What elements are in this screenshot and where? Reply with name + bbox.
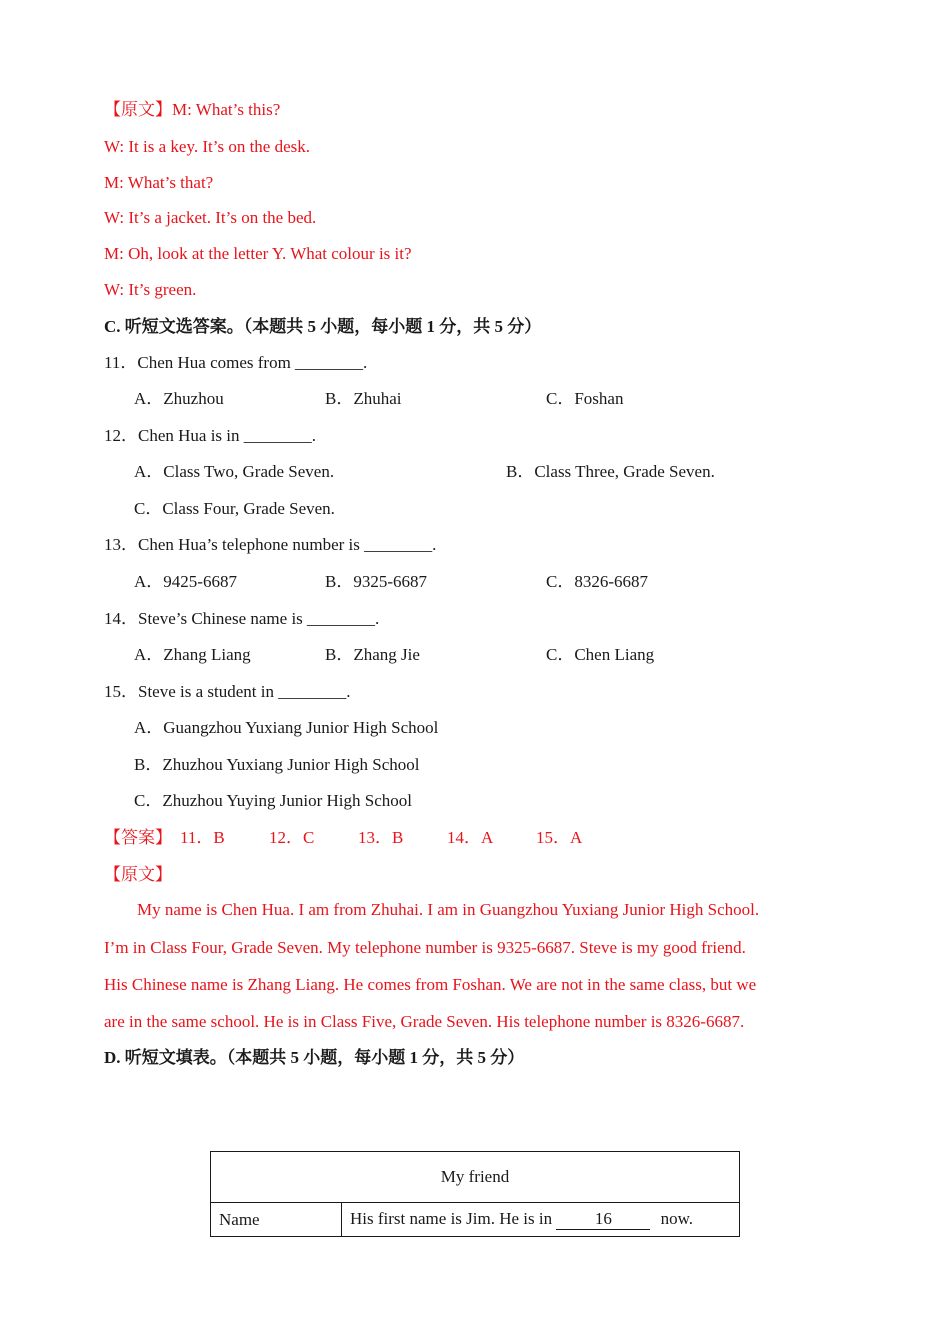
transcript-line: [104, 99, 280, 121]
answer-item: 12．C: [269, 828, 315, 847]
option-a: A．9425-6687: [134, 572, 237, 591]
option-a: A．Guangzhou Yuxiang Junior High School: [134, 718, 439, 737]
transcript-line: W: It’s green.: [104, 280, 197, 299]
transcript-paragraph-line: are in the same school. He is in Class Five, Grade Seven. His telephone number is 8326-6687.: [104, 1012, 745, 1031]
answer-item: 13．B: [358, 828, 404, 847]
question-stem: 12．Chen Hua is in ________.: [104, 426, 317, 445]
option-c: C．Zhuzhou Yuying Junior High School: [134, 791, 412, 810]
transcript-paragraph-line: I’m in Class Four, Grade Seven. My telephone number is 9325-6687. Steve is my good friend.: [104, 938, 746, 957]
option-c: C．Foshan: [546, 389, 624, 408]
transcript-line: M: What’s that?: [104, 173, 214, 192]
question-stem: 14．Steve’s Chinese name is ________.: [104, 609, 380, 628]
answer-label: 【答案】: [104, 828, 172, 847]
option-b: B．Zhang Jie: [325, 645, 420, 664]
table-title: My friend: [211, 1152, 740, 1203]
option-a: A．Class Two, Grade Seven.: [134, 462, 335, 481]
option-b: B．Zhuzhou Yuxiang Junior High School: [134, 755, 420, 774]
transcript-line: W: It is a key. It’s on the desk.: [104, 137, 311, 156]
option-c: C．Chen Liang: [546, 645, 655, 664]
answer-line: [104, 827, 172, 849]
transcript-paragraph-line: My name is Chen Hua. I am from Zhuhai. I am in Guangzhou Yuxiang Junior High School.: [137, 900, 760, 919]
transcript-line: W: It’s a jacket. It’s on the bed.: [104, 208, 317, 227]
transcript-paragraph-line: His Chinese name is Zhang Liang. He comes from Foshan. We are not in the same class, but we: [104, 975, 757, 994]
transcript-label: 【原文】: [104, 100, 172, 119]
answer-item: 14．A: [447, 828, 494, 847]
option-c: C．Class Four, Grade Seven.: [134, 499, 335, 518]
option-b: B．Zhuhai: [325, 389, 402, 408]
table-row-label: Name: [211, 1203, 342, 1237]
row-text-before: His first name is Jim. He is in: [350, 1209, 553, 1228]
row-text-after: now.: [660, 1209, 694, 1228]
transcript-text: M: What’s this?: [172, 100, 281, 119]
answer-item: 15．A: [536, 828, 583, 847]
option-a: A．Zhang Liang: [134, 645, 251, 664]
option-b: B．Class Three, Grade Seven.: [506, 462, 715, 481]
transcript-label: 【原文】: [104, 865, 172, 884]
option-c: C．8326-6687: [546, 572, 648, 591]
table-row-content: [342, 1203, 740, 1237]
question-stem: 11．Chen Hua comes from ________.: [104, 353, 368, 372]
option-a: A．Zhuzhou: [134, 389, 224, 408]
friend-info-table: [210, 1151, 740, 1237]
section-d-heading: D. 听短文填表。（本题共 5 小题，每小题 1 分，共 5 分）: [104, 1048, 525, 1067]
question-stem: 13．Chen Hua’s telephone number is ________.: [104, 535, 437, 554]
transcript-line: M: Oh, look at the letter Y. What colour is it?: [104, 244, 412, 263]
option-b: B．9325-6687: [325, 572, 427, 591]
answer-item: 11．B: [180, 828, 225, 847]
section-c-heading: C. 听短文选答案。（本题共 5 小题，每小题 1 分，共 5 分）: [104, 317, 542, 336]
answer-blank-16[interactable]: 16: [556, 1209, 650, 1230]
question-stem: 15．Steve is a student in ________.: [104, 682, 351, 701]
